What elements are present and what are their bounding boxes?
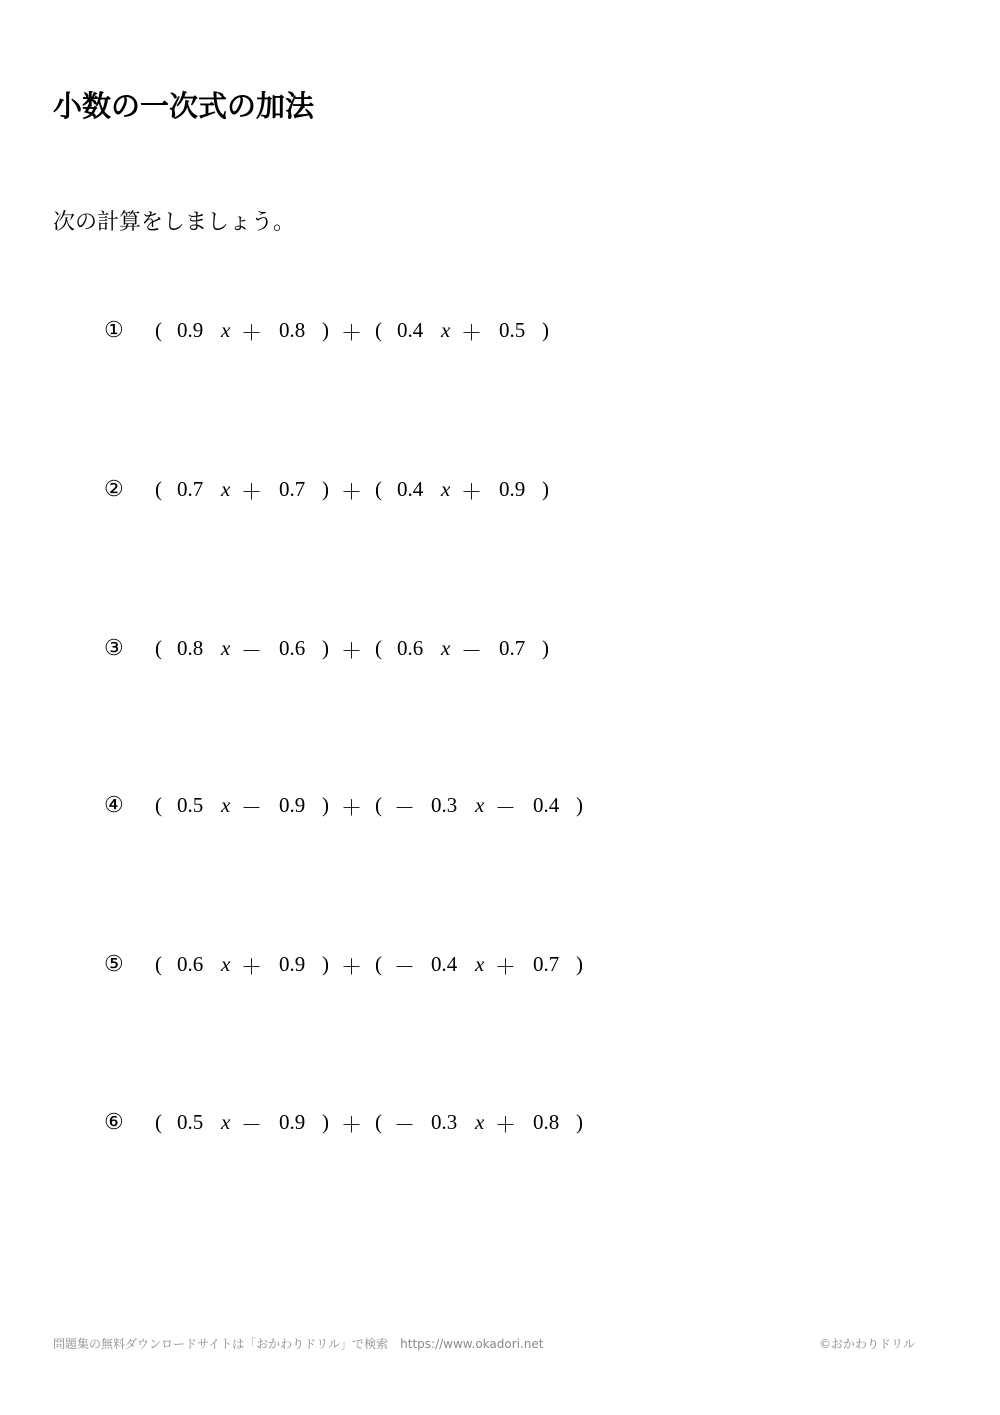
constant: 0.7	[533, 952, 560, 976]
problem-row	[0, 946, 1000, 986]
variable: x	[221, 636, 231, 660]
variable: x	[475, 952, 485, 976]
operator: ＋	[241, 955, 262, 979]
open-paren: (	[155, 952, 162, 976]
variable: x	[221, 1110, 231, 1134]
constant: 0.4	[533, 793, 560, 817]
constant: 0.9	[499, 477, 526, 501]
sign: －	[394, 796, 415, 820]
operator: ＋	[241, 480, 262, 504]
operator: －	[241, 639, 262, 663]
variable: x	[475, 1110, 485, 1134]
open-paren: (	[375, 636, 382, 660]
problem-row	[0, 1104, 1000, 1144]
problem-row	[0, 787, 1000, 827]
constant: 0.8	[533, 1110, 560, 1134]
problem-number: ④	[104, 792, 124, 817]
coefficient: 0.6	[397, 636, 424, 660]
constant: 0.8	[279, 318, 306, 342]
close-paren: )	[322, 318, 329, 342]
variable: x	[441, 477, 451, 501]
close-paren: )	[542, 636, 549, 660]
constant: 0.5	[499, 318, 526, 342]
page-title: 小数の一次式の加法	[53, 89, 315, 123]
operator: －	[241, 1113, 262, 1137]
variable: x	[221, 477, 231, 501]
coefficient: 0.3	[431, 793, 458, 817]
operator: ＋	[341, 639, 362, 663]
sign: －	[394, 1113, 415, 1137]
variable: x	[221, 793, 231, 817]
open-paren: (	[375, 1110, 382, 1134]
variable: x	[221, 318, 231, 342]
operator: ＋	[461, 321, 482, 345]
operator: ＋	[341, 1113, 362, 1137]
problem-number: ⑤	[104, 951, 124, 976]
operator: ＋	[241, 321, 262, 345]
close-paren: )	[322, 952, 329, 976]
open-paren: (	[155, 477, 162, 501]
constant: 0.9	[279, 952, 306, 976]
coefficient: 0.4	[431, 952, 458, 976]
operator: ＋	[461, 480, 482, 504]
coefficient: 0.4	[397, 477, 424, 501]
coefficient: 0.5	[177, 1110, 204, 1134]
operator: －	[461, 639, 482, 663]
coefficient: 0.4	[397, 318, 424, 342]
coefficient: 0.8	[177, 636, 204, 660]
coefficient: 0.7	[177, 477, 204, 501]
open-paren: (	[375, 952, 382, 976]
coefficient: 0.6	[177, 952, 204, 976]
problem-number: ③	[104, 635, 124, 660]
coefficient: 0.5	[177, 793, 204, 817]
constant: 0.9	[279, 1110, 306, 1134]
footer-site-text: 問題集の無料ダウンロードサイトは「おかわりドリル」で検索 https://www.okadori.net	[53, 1337, 544, 1351]
constant: 0.7	[499, 636, 526, 660]
footer-copyright: ©おかわりドリル	[819, 1337, 916, 1351]
sign: －	[394, 955, 415, 979]
open-paren: (	[155, 793, 162, 817]
open-paren: (	[375, 318, 382, 342]
open-paren: (	[375, 793, 382, 817]
operator: ＋	[495, 955, 516, 979]
operator: －	[495, 796, 516, 820]
coefficient: 0.3	[431, 1110, 458, 1134]
close-paren: )	[322, 477, 329, 501]
problem-row	[0, 630, 1000, 670]
close-paren: )	[576, 952, 583, 976]
close-paren: )	[542, 318, 549, 342]
close-paren: )	[542, 477, 549, 501]
open-paren: (	[155, 1110, 162, 1134]
close-paren: )	[576, 1110, 583, 1134]
problem-number: ②	[104, 476, 124, 501]
constant: 0.9	[279, 793, 306, 817]
variable: x	[475, 793, 485, 817]
variable: x	[441, 318, 451, 342]
open-paren: (	[375, 477, 382, 501]
coefficient: 0.9	[177, 318, 204, 342]
operator: ＋	[341, 321, 362, 345]
close-paren: )	[322, 636, 329, 660]
operator: ＋	[341, 480, 362, 504]
operator: －	[241, 796, 262, 820]
problem-row	[0, 471, 1000, 511]
problem-row	[0, 312, 1000, 352]
problem-number: ⑥	[104, 1109, 124, 1134]
open-paren: (	[155, 318, 162, 342]
constant: 0.6	[279, 636, 306, 660]
close-paren: )	[322, 793, 329, 817]
operator: ＋	[341, 955, 362, 979]
instruction-text: 次の計算をしましょう。	[53, 210, 296, 235]
close-paren: )	[322, 1110, 329, 1134]
constant: 0.7	[279, 477, 306, 501]
problem-number: ①	[104, 317, 124, 342]
variable: x	[221, 952, 231, 976]
variable: x	[441, 636, 451, 660]
operator: ＋	[495, 1113, 516, 1137]
open-paren: (	[155, 636, 162, 660]
operator: ＋	[341, 796, 362, 820]
close-paren: )	[576, 793, 583, 817]
